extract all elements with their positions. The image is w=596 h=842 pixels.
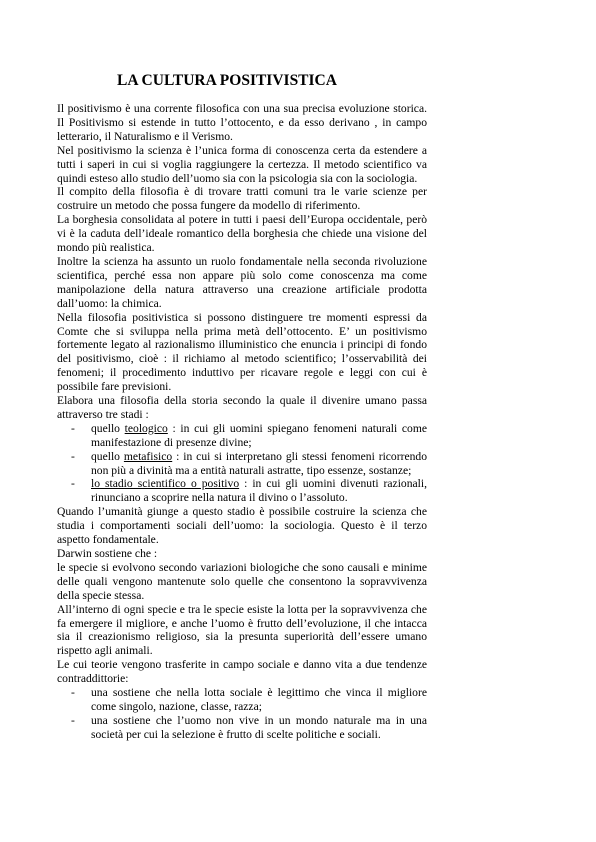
tendencies-list — [57, 686, 427, 742]
dash-bullet: - — [71, 686, 75, 700]
stages-list — [57, 422, 427, 505]
stage-term: teologico — [124, 421, 168, 435]
paragraph-tendencies-intro: Le cui teorie vengono trasferite in campo sociale e danno vita a due tendenze contraddittorie: — [57, 658, 427, 686]
title-spacer — [57, 92, 427, 102]
list-item — [57, 714, 427, 742]
document-page — [57, 70, 427, 742]
paragraph-science: Nel positivismo la scienza è l’unica forma di conoscenza certa da estendere a tutti i saperi in cui si voglia raggiungere la certezza. Il metodo scientifico va quindi esteso allo studio dell’uomo sia con la psicologia sia con la sociologia. — [57, 143, 427, 185]
stage-description: : in cui si interpretano gli stessi fenomeni ricorrendo non più a divinità ma a entità naturali astratte, tipo essenze, sostanze; — [91, 449, 427, 477]
list-item — [57, 477, 427, 505]
list-item — [57, 686, 427, 714]
stage-description: : in cui gli uomini spiegano fenomeni naturali come manifestazione di presenze divine; — [91, 421, 427, 449]
list-item — [57, 450, 427, 478]
paragraph-philosophy-task: Il compito della filosofia è di trovare tratti comuni tra le varie scienze per costruire un metodo che possa fungere da modello di riferimento. — [57, 185, 427, 213]
stage-term: metafisico — [123, 449, 173, 463]
dash-bullet: - — [71, 421, 75, 435]
stage-prefix: quello — [91, 449, 124, 463]
stage-term: lo stadio scientifico o positivo — [91, 477, 240, 491]
paragraph-sociology: Quando l’umanità giunge a questo stadio è possibile costruire la scienza che studia i comportamenti sociali dell’uomo: la sociologia. Questo è il terzo aspetto fondamentale. — [57, 505, 427, 547]
list-item — [57, 422, 427, 450]
paragraph-comte: Nella filosofia positivistica si possono distinguere tre momenti espressi da Comte che si sviluppa nella prima metà dell’ottocento. E’ un positivismo fortemente legato al razionalismo illuministico che enuncia i principi di fondo del positivismo, cioè : il richiamo al metodo scientifico; l’osservabilità dei fenomeni; il procedimento induttivo per ricavare regole e leggi con cui è possibile fare previsioni. — [57, 310, 427, 394]
paragraph-scientific-revolution: Inoltre la scienza ha assunto un ruolo fondamentale nella seconda rivoluzione scientifica, perché essa non appare più solo come conoscenza ma come manipolazione della natura attraverso una creazione artificiale prodotta dall’uomo: la chimica. — [57, 254, 427, 310]
paragraph-struggle: All’interno di ogni specie e tra le specie esiste la lotta per la sopravvivenza che fa emergere il migliore, e anche l’uomo è frutto dell’evoluzione, il che intacca sia il creazionismo religioso, sia la presunta superiorità dell’essere umano rispetto agli animali. — [57, 602, 427, 658]
stage-description: : in cui gli uomini divenuti razionali, rinunciano a scoprire nella natura il divino o l’assoluto. — [91, 477, 427, 505]
paragraph-intro: Il positivismo è una corrente filosofica con una sua precisa evoluzione storica. Il Positivismo si estende in tutto l’ottocento, e da esso derivano , in campo letterario, il Naturalismo e il Verismo. — [57, 102, 427, 143]
tendency-text: una sostiene che l’uomo non vive in un mondo naturale ma in una società per cui la selezione è frutto di scelte politiche e sociali. — [91, 713, 427, 741]
document-title: LA CULTURA POSITIVISTICA — [117, 72, 337, 89]
dash-bullet: - — [71, 713, 75, 727]
dash-bullet: - — [71, 477, 75, 491]
paragraph-bourgeoisie: La borghesia consolidata al potere in tutti i paesi dell’Europa occidentale, però vi è la caduta dell’ideale romantico della borghesia che chiede una visione del mondo più realistica. — [57, 213, 427, 255]
paragraph-species-variation: le specie si evolvono secondo variazioni biologiche che sono causali e minime delle quali vengono mantenute solo quelle che consentono la sopravvivenza della specie stessa. — [57, 560, 427, 602]
paragraph-three-stages-intro: Elabora una filosofia della storia secondo la quale il divenire umano passa attraverso tre stadi : — [57, 394, 427, 421]
tendency-text: una sostiene che nella lotta sociale è legittimo che vinca il migliore come singolo, nazione, classe, razza; — [91, 686, 427, 713]
paragraph-darwin-intro: Darwin sostiene che : — [57, 547, 158, 560]
dash-bullet: - — [71, 449, 75, 463]
stage-prefix: quello — [91, 421, 125, 435]
